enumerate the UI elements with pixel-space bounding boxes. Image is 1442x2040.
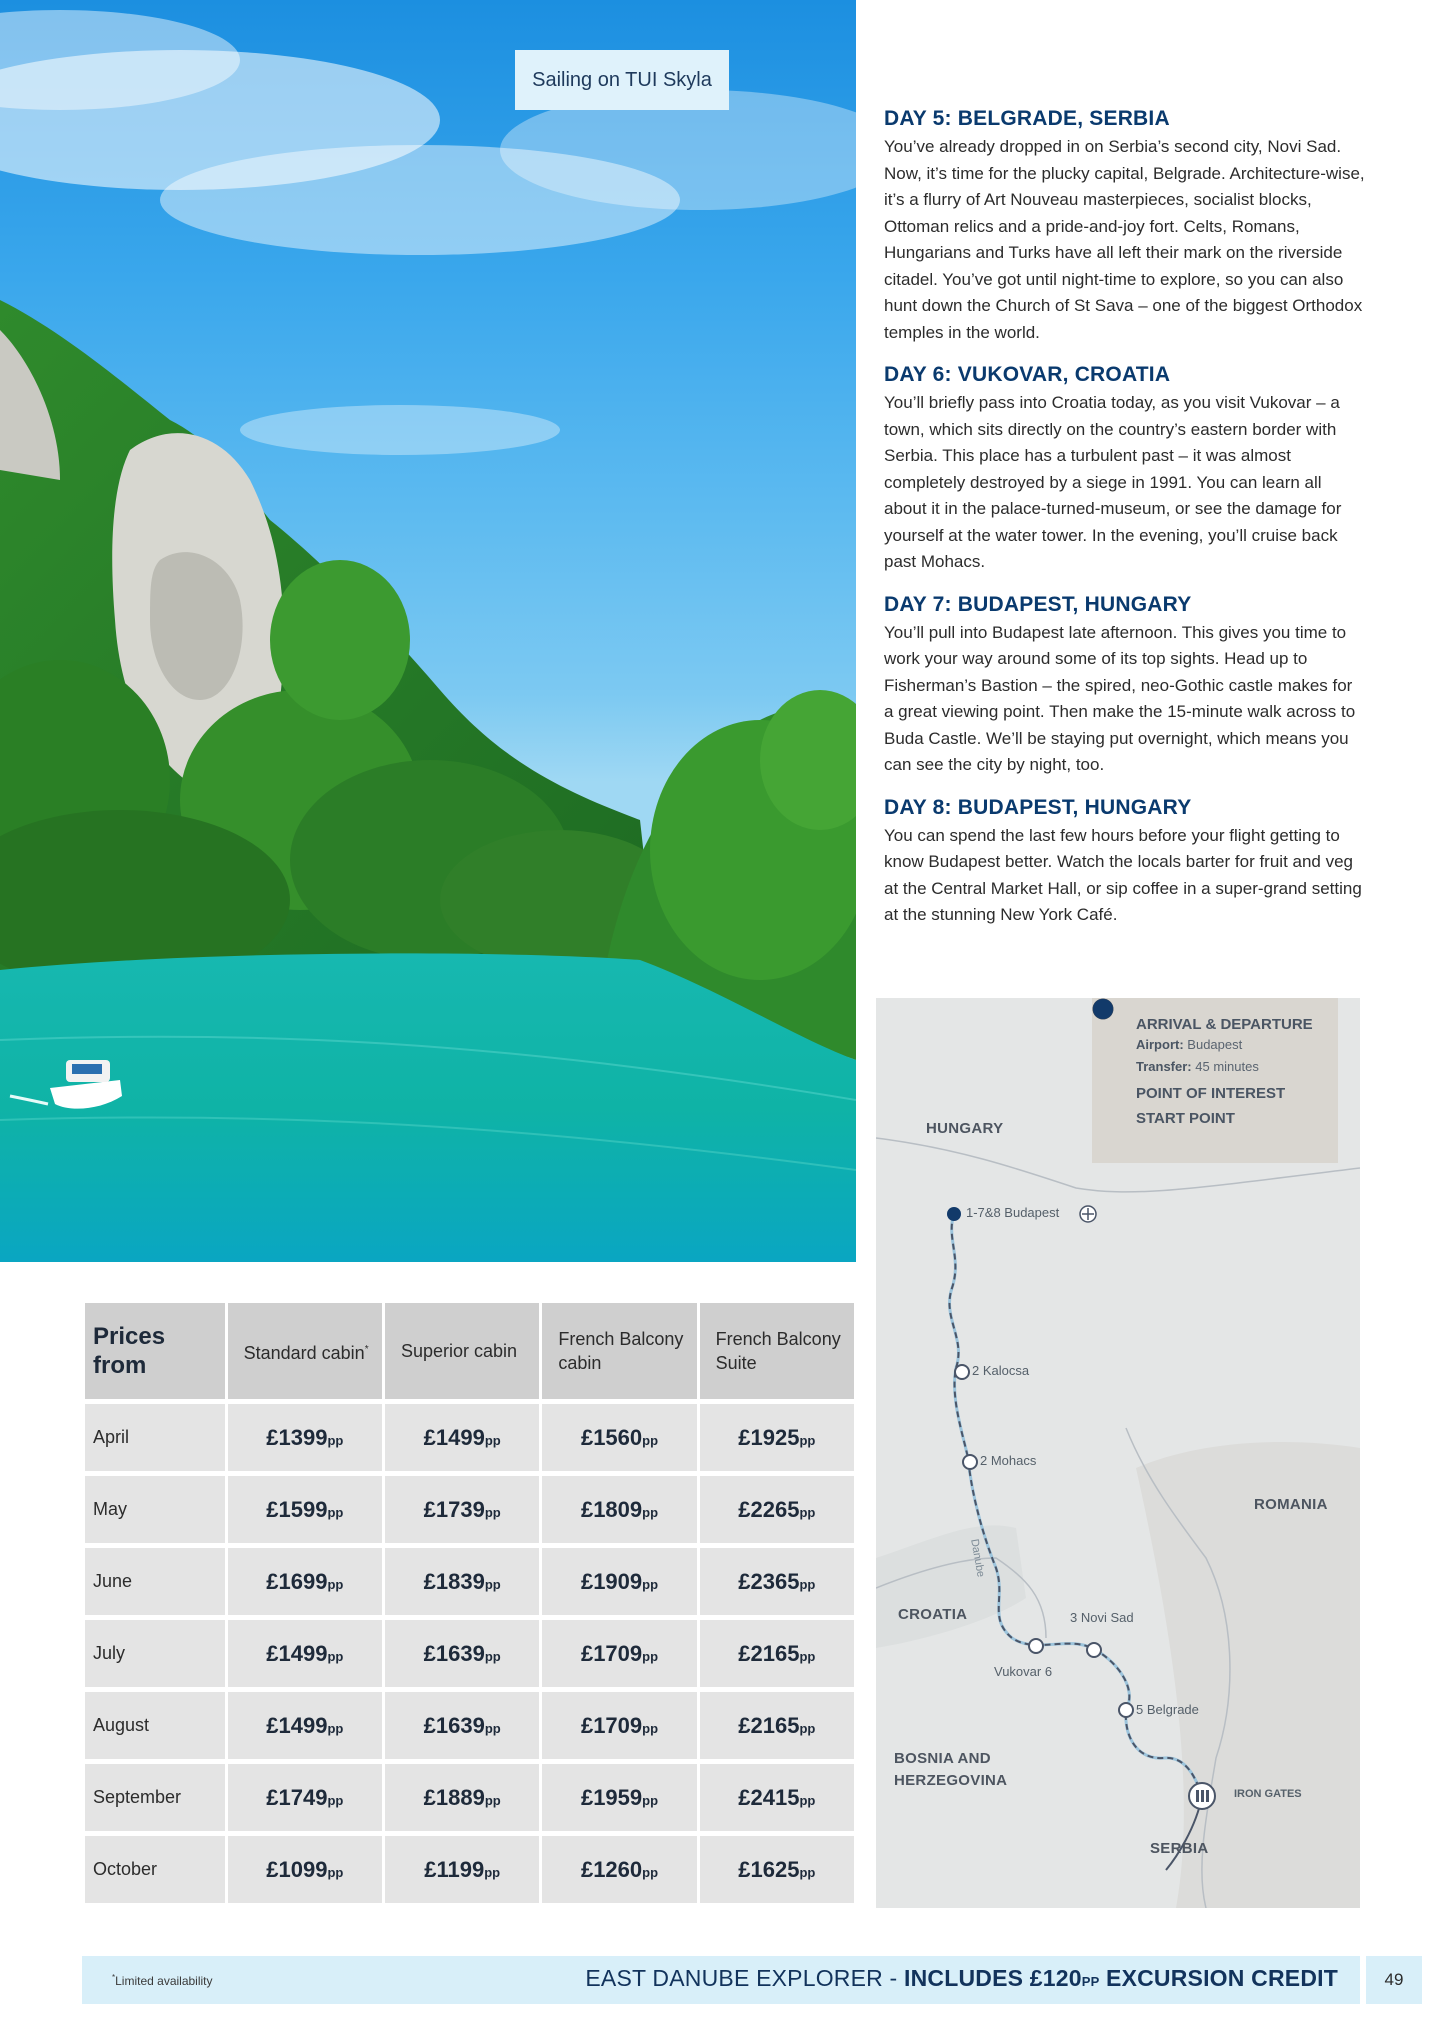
price-cell — [228, 1476, 382, 1543]
day-5-section — [884, 104, 1366, 346]
price-value: 2165 — [750, 1640, 800, 1666]
month-cell: August — [85, 1692, 225, 1759]
point-of-interest-icon — [1106, 1082, 1130, 1106]
price-value: 1889 — [435, 1784, 485, 1810]
price-row — [85, 1692, 854, 1759]
currency-symbol: £ — [580, 1640, 594, 1666]
per-person-unit: pp — [484, 1792, 501, 1808]
price-value: 1709 — [593, 1712, 643, 1738]
vukovar-stop-marker — [1029, 1639, 1043, 1653]
price-row — [85, 1548, 854, 1615]
price-cell — [542, 1548, 696, 1615]
iron-gates-poi-icon — [1189, 1783, 1215, 1809]
danube-gorge-illustration — [0, 0, 856, 1262]
price-row — [85, 1404, 854, 1471]
day-description: You’ll briefly pass into Croatia today, as you visit Vukovar – a town, which sits directly on the country’s eastern border with Serbia. This place has a turbulent past – it was almost completely destroyed by a siege in 1991. You can learn all about it in the palace-turned-museum, or see the damage for yourself at the water tower. In the evening, you’ll cruise back past Mohacs. — [884, 393, 1342, 571]
price-cell — [700, 1476, 854, 1543]
place-iron-gates: IRON GATES — [1234, 1788, 1302, 1800]
price-cell — [228, 1548, 382, 1615]
currency-symbol: £ — [738, 1424, 751, 1450]
price-value: 1639 — [435, 1712, 485, 1738]
per-person-unit: pp — [799, 1792, 816, 1808]
price-value: 1260 — [593, 1856, 643, 1882]
currency-symbol: £ — [580, 1424, 594, 1450]
country-label-hungary: HUNGARY — [926, 1120, 1004, 1137]
place-kalocsa: 2 Kalocsa — [972, 1363, 1030, 1378]
airport-icon — [1080, 1206, 1096, 1222]
per-person-unit: pp — [799, 1576, 816, 1592]
currency-symbol: £ — [738, 1712, 751, 1738]
price-cell — [228, 1764, 382, 1831]
river-label: Danube — [968, 1538, 987, 1579]
price-cell — [385, 1548, 539, 1615]
price-cell — [542, 1836, 696, 1903]
day-description: You’ve already dropped in on Serbia’s second city, Novi Sad. Now, it’s time for the plucky capital, Belgrade. Architecture-wise, it’s a flurry of Art Nouveau masterpieces, socialist blocks, Ottoman relics and a pride-and-joy fort. Celts, Romans, Hungarians and Turks have all left their mark on the riverside citadel. You’ve got until night-time to explore, so you can also hunt down the Church of St Sava – one of the biggest Orthodox temples in the world. — [884, 137, 1365, 342]
price-value: 1599 — [278, 1496, 328, 1522]
price-value: 1560 — [593, 1424, 643, 1450]
per-person-unit: pp — [327, 1792, 344, 1808]
per-person-unit: pp — [642, 1648, 659, 1664]
price-value: 1749 — [278, 1784, 328, 1810]
per-person-unit: pp — [642, 1432, 659, 1448]
price-row — [85, 1836, 854, 1903]
trip-name: EAST DANUBE EXPLORER - — [585, 1965, 904, 1991]
column-label: Standard cabin — [243, 1342, 365, 1363]
legend-start-label: START POINT — [1136, 1110, 1235, 1127]
day-6-section — [884, 360, 1366, 576]
day-heading: DAY 8: BUDAPEST, HUNGARY — [884, 795, 1192, 819]
currency-symbol: £ — [423, 1784, 436, 1810]
per-person-unit: pp — [484, 1720, 501, 1736]
per-person-unit: pp — [327, 1432, 344, 1448]
column-label: French Balcony Suite — [715, 1329, 841, 1373]
day-8-section — [884, 793, 1366, 929]
legend-transfer — [1106, 1059, 1324, 1081]
price-value: 2165 — [750, 1712, 800, 1738]
currency-symbol: £ — [738, 1784, 751, 1810]
place-novi-sad: 3 Novi Sad — [1070, 1610, 1134, 1625]
legend-transfer-value: 45 minutes — [1195, 1059, 1259, 1074]
column-french-balcony-cabin — [542, 1303, 696, 1399]
currency-symbol: £ — [423, 1424, 436, 1450]
belgrade-stop-marker — [1119, 1703, 1133, 1717]
legend-airport — [1106, 1037, 1324, 1059]
price-cell — [542, 1692, 696, 1759]
currency-symbol: £ — [580, 1712, 594, 1738]
legend-arrival — [1106, 1012, 1324, 1037]
column-label: Superior cabin — [400, 1341, 518, 1361]
price-value: 1399 — [278, 1424, 328, 1450]
price-cell — [700, 1404, 854, 1471]
legend-airport-value: Budapest — [1187, 1037, 1243, 1052]
price-value: 2415 — [750, 1784, 800, 1810]
route-map — [876, 998, 1360, 1908]
month-cell: April — [85, 1404, 225, 1471]
price-cell — [385, 1692, 539, 1759]
price-value: 1199 — [436, 1856, 485, 1882]
country-label-serbia: SERBIA — [1150, 1840, 1209, 1857]
hero-photo — [0, 0, 856, 1262]
per-person-unit: pp — [484, 1576, 501, 1592]
price-cell — [700, 1764, 854, 1831]
country-label-romania: ROMANIA — [1254, 1496, 1328, 1513]
page-number: 49 — [1366, 1956, 1422, 2004]
price-cell — [385, 1404, 539, 1471]
price-cell — [542, 1404, 696, 1471]
currency-symbol: £ — [266, 1496, 279, 1522]
legend-transfer-label: Transfer: — [1136, 1059, 1192, 1074]
per-person-unit: pp — [327, 1648, 344, 1664]
price-value: 1739 — [435, 1496, 485, 1522]
kalocsa-stop-marker — [955, 1365, 969, 1379]
column-standard-cabin — [228, 1303, 382, 1399]
per-person-mark: PP — [1081, 1974, 1100, 1989]
legend-start — [1106, 1106, 1324, 1131]
per-person-unit: pp — [484, 1504, 501, 1520]
price-value: 1959 — [593, 1784, 643, 1810]
price-cell — [700, 1548, 854, 1615]
price-cell — [542, 1764, 696, 1831]
currency-symbol: £ — [266, 1856, 279, 1882]
price-cell — [542, 1476, 696, 1543]
start-point-marker — [947, 1207, 961, 1221]
per-person-unit: pp — [484, 1432, 501, 1448]
per-person-unit: pp — [642, 1576, 659, 1592]
day-heading: DAY 7: BUDAPEST, HUNGARY — [884, 592, 1192, 616]
per-person-unit: pp — [327, 1720, 344, 1736]
currency-symbol: £ — [266, 1784, 279, 1810]
footnote-text: Limited availability — [115, 1974, 213, 1988]
price-cell — [228, 1404, 382, 1471]
per-person-unit: pp — [484, 1864, 501, 1880]
per-person-unit: pp — [327, 1864, 344, 1880]
price-value: 1809 — [593, 1496, 643, 1522]
per-person-unit: pp — [799, 1720, 816, 1736]
price-cell — [542, 1620, 696, 1687]
price-row — [85, 1476, 854, 1543]
price-value: 2365 — [750, 1568, 800, 1594]
prices-heading-line2: from — [93, 1352, 147, 1379]
currency-symbol: £ — [423, 1640, 436, 1666]
price-value: 1099 — [278, 1856, 328, 1882]
legend-arrival-label: ARRIVAL & DEPARTURE — [1136, 1016, 1313, 1033]
place-mohacs: 2 Mohacs — [980, 1453, 1037, 1468]
price-cell — [700, 1620, 854, 1687]
per-person-unit: pp — [642, 1720, 659, 1736]
legend-poi-label: POINT OF INTEREST — [1136, 1085, 1286, 1102]
day-description: You can spend the last few hours before your flight getting to know Budapest better. Watch the locals barter for fruit and veg at the Central Market Hall, or sip coffee in a super-grand setting at the stunning New York Café. — [884, 825, 1362, 924]
prices-heading-line1: Prices — [93, 1323, 166, 1350]
price-cell — [385, 1620, 539, 1687]
price-cell — [228, 1620, 382, 1687]
price-value: 1699 — [278, 1568, 328, 1594]
per-person-unit: pp — [799, 1864, 816, 1880]
price-cell — [228, 1836, 382, 1903]
price-value: 1499 — [435, 1424, 485, 1450]
price-cell — [385, 1476, 539, 1543]
price-value: 1625 — [750, 1856, 800, 1882]
per-person-unit: pp — [327, 1576, 344, 1592]
currency-symbol: £ — [266, 1424, 279, 1450]
column-superior-cabin — [385, 1303, 539, 1399]
per-person-unit: pp — [642, 1864, 659, 1880]
country-label-bosnia: BOSNIA AND HERZEGOVINA — [894, 1750, 1008, 1789]
price-row — [85, 1620, 854, 1687]
ship-name-tag: Sailing on TUI Skyla — [515, 50, 729, 110]
country-label-croatia: CROATIA — [898, 1606, 968, 1623]
footnote — [112, 1973, 213, 1988]
currency-symbol: £ — [738, 1568, 751, 1594]
currency-symbol: £ — [423, 1568, 436, 1594]
currency-symbol: £ — [424, 1856, 437, 1882]
itinerary-text — [884, 104, 1366, 943]
mohacs-stop-marker — [963, 1455, 977, 1469]
column-label: French Balcony cabin — [558, 1329, 684, 1373]
price-table — [82, 1298, 857, 1908]
legend-poi — [1106, 1081, 1324, 1106]
month-cell: October — [85, 1836, 225, 1903]
currency-symbol: £ — [266, 1640, 279, 1666]
place-budapest: 1-7&8 Budapest — [966, 1205, 1060, 1220]
place-vukovar: Vukovar 6 — [994, 1664, 1053, 1679]
footnote-mark: * — [364, 1343, 369, 1355]
trip-headline — [585, 1965, 1338, 1992]
price-value: 1709 — [593, 1640, 643, 1666]
place-belgrade: 5 Belgrade — [1136, 1702, 1199, 1717]
per-person-unit: pp — [799, 1504, 816, 1520]
prices-from-heading — [85, 1303, 225, 1399]
price-cell — [228, 1692, 382, 1759]
month-cell: July — [85, 1620, 225, 1687]
price-value: 1909 — [593, 1568, 643, 1594]
price-row — [85, 1764, 854, 1831]
currency-symbol: £ — [738, 1856, 751, 1882]
per-person-unit: pp — [799, 1432, 816, 1448]
day-7-section — [884, 590, 1366, 779]
price-cell — [385, 1836, 539, 1903]
start-point-icon — [1106, 1107, 1130, 1131]
currency-symbol: £ — [266, 1712, 279, 1738]
footnote-mark: * — [112, 1973, 116, 1982]
currency-symbol: £ — [423, 1496, 436, 1522]
day-heading: DAY 6: VUKOVAR, CROATIA — [884, 363, 1171, 386]
price-value: 1499 — [278, 1640, 328, 1666]
price-value: 1499 — [278, 1712, 328, 1738]
price-value: 1639 — [435, 1640, 485, 1666]
day-description: You’ll pull into Budapest late afternoon. This gives you time to work your way around some of its top sights. Head up to Fisherman’s Bastion – the spired, neo-Gothic castle makes for a great viewing point. Then make the 15-minute walk across to Buda Castle. We’ll be staying put overnight, which means you can see the city by night, too. — [884, 622, 1356, 774]
per-person-unit: pp — [799, 1648, 816, 1664]
price-table-header — [85, 1303, 854, 1399]
map-legend — [1092, 998, 1338, 1163]
price-value: 1925 — [750, 1424, 800, 1450]
credit-label: EXCURSION CREDIT — [1099, 1965, 1338, 1991]
legend-airport-label: Airport: — [1136, 1037, 1184, 1052]
currency-symbol: £ — [580, 1856, 594, 1882]
footer-bar — [82, 1956, 1360, 2004]
novi-sad-stop-marker — [1087, 1643, 1101, 1657]
month-cell: September — [85, 1764, 225, 1831]
currency-symbol: £ — [580, 1568, 594, 1594]
price-cell — [385, 1764, 539, 1831]
currency-symbol: £ — [423, 1712, 436, 1738]
price-cell — [700, 1692, 854, 1759]
price-cell — [700, 1836, 854, 1903]
price-value: 2265 — [750, 1496, 800, 1522]
currency-symbol: £ — [738, 1640, 751, 1666]
currency-symbol: £ — [266, 1568, 279, 1594]
credit-amount: INCLUDES £120 — [903, 1965, 1082, 1991]
per-person-unit: pp — [484, 1648, 501, 1664]
day-heading: DAY 5: BELGRADE, SERBIA — [884, 107, 1170, 130]
per-person-unit: pp — [642, 1504, 659, 1520]
per-person-unit: pp — [642, 1792, 659, 1808]
currency-symbol: £ — [738, 1496, 751, 1522]
per-person-unit: pp — [327, 1504, 344, 1520]
month-cell: June — [85, 1548, 225, 1615]
month-cell: May — [85, 1476, 225, 1543]
currency-symbol: £ — [580, 1496, 594, 1522]
column-french-balcony-suite — [700, 1303, 854, 1399]
price-value: 1839 — [435, 1568, 485, 1594]
currency-symbol: £ — [580, 1784, 594, 1810]
